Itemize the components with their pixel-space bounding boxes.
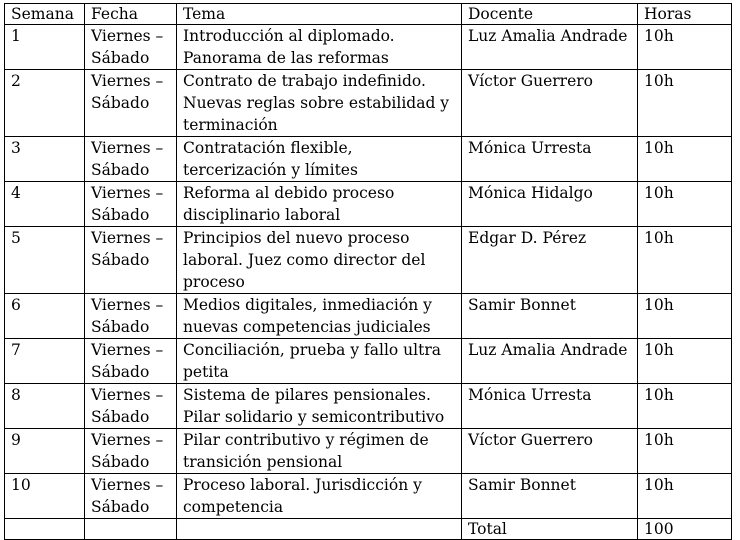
table-row (5, 339, 732, 384)
header-hours: Horas (638, 4, 732, 25)
cell-date-line: Viernes – (91, 72, 164, 90)
cell-teacher: Mónica Hidalgo (462, 182, 638, 227)
cell-date-line: Sábado (91, 94, 150, 112)
cell-topic (177, 429, 462, 474)
cell-topic-line: Pilar contributivo y régimen de (183, 431, 429, 449)
cell-topic-line: Introducción al diplomado. (183, 27, 395, 45)
cell-date-line: Sábado (91, 49, 150, 67)
cell-topic-line: disciplinario laboral (183, 206, 341, 224)
cell-topic-line: Sistema de pilares pensionales. (183, 386, 431, 404)
cell-date (85, 429, 177, 474)
table-row (5, 182, 732, 227)
cell-teacher: Víctor Guerrero (462, 429, 638, 474)
cell-teacher: Luz Amalia Andrade (462, 339, 638, 384)
cell-topic (177, 474, 462, 519)
cell-topic-line: Principios del nuevo proceso (183, 229, 410, 247)
cell-topic-line: Contrato de trabajo indefinido. (183, 72, 426, 90)
cell-week: 9 (5, 429, 85, 474)
cell-week: 6 (5, 294, 85, 339)
cell-hours: 10h (638, 339, 732, 384)
cell-week: 3 (5, 137, 85, 182)
table-row (5, 429, 732, 474)
cell-date-line: Sábado (91, 363, 150, 381)
cell-date-line: Sábado (91, 453, 150, 471)
table-row (5, 25, 732, 70)
cell-topic-line: Pilar solidario y semicontributivo (183, 408, 445, 426)
cell-date (85, 25, 177, 70)
cell-date-line: Sábado (91, 161, 150, 179)
cell-date (85, 70, 177, 137)
cell-week: 7 (5, 339, 85, 384)
table-row (5, 70, 732, 137)
cell-topic (177, 339, 462, 384)
cell-topic-line: Conciliación, prueba y fallo ultra (183, 341, 442, 359)
cell-date (85, 384, 177, 429)
cell-teacher: Samir Bonnet (462, 294, 638, 339)
cell-topic-line: transición pensional (183, 453, 343, 471)
cell-date-line: Viernes – (91, 27, 164, 45)
cell-date (85, 227, 177, 294)
cell-teacher: Mónica Urresta (462, 384, 638, 429)
cell-hours: 10h (638, 25, 732, 70)
cell-date (85, 339, 177, 384)
course-schedule-table (4, 3, 732, 540)
cell-topic-line: tercerización y límites (183, 161, 358, 179)
cell-topic (177, 384, 462, 429)
cell-topic-line: Nuevas reglas sobre estabilidad y (183, 94, 450, 112)
cell-date (85, 294, 177, 339)
cell-topic (177, 137, 462, 182)
cell-week: 1 (5, 25, 85, 70)
total-empty-week (5, 519, 85, 540)
cell-hours: 10h (638, 294, 732, 339)
cell-date (85, 474, 177, 519)
cell-week: 2 (5, 70, 85, 137)
total-label: Total (462, 519, 638, 540)
total-row (5, 519, 732, 540)
cell-topic-line: petita (183, 363, 229, 381)
table-row (5, 227, 732, 294)
cell-date-line: Sábado (91, 318, 150, 336)
cell-teacher: Víctor Guerrero (462, 70, 638, 137)
cell-date-line: Sábado (91, 206, 150, 224)
total-empty-date (85, 519, 177, 540)
cell-topic-line: terminación (183, 116, 278, 134)
cell-date-line: Viernes – (91, 431, 164, 449)
cell-topic (177, 70, 462, 137)
cell-week: 5 (5, 227, 85, 294)
cell-hours: 10h (638, 70, 732, 137)
cell-date-line: Viernes – (91, 476, 164, 494)
cell-topic (177, 182, 462, 227)
cell-week: 4 (5, 182, 85, 227)
cell-date-line: Viernes – (91, 229, 164, 247)
total-value: 100 (638, 519, 732, 540)
table-row (5, 474, 732, 519)
total-empty-topic (177, 519, 462, 540)
cell-topic-line: Reforma al debido proceso (183, 184, 395, 202)
cell-topic-line: laboral. Juez como director del (183, 251, 426, 269)
cell-topic-line: Contratación flexible, (183, 139, 353, 157)
table-row (5, 137, 732, 182)
cell-hours: 10h (638, 227, 732, 294)
cell-topic (177, 227, 462, 294)
cell-topic-line: Panorama de las reformas (183, 49, 389, 67)
cell-topic-line: Medios digitales, inmediación y (183, 296, 432, 314)
cell-date-line: Sábado (91, 498, 150, 516)
cell-date-line: Viernes – (91, 184, 164, 202)
cell-topic (177, 294, 462, 339)
cell-topic-line: competencia (183, 498, 284, 516)
cell-hours: 10h (638, 182, 732, 227)
schedule-body (5, 4, 732, 540)
cell-hours: 10h (638, 384, 732, 429)
cell-hours: 10h (638, 137, 732, 182)
cell-date-line: Sábado (91, 408, 150, 426)
cell-topic (177, 25, 462, 70)
table-row (5, 294, 732, 339)
cell-topic-line: Proceso laboral. Jurisdicción y (183, 476, 422, 494)
table-row (5, 384, 732, 429)
cell-week: 8 (5, 384, 85, 429)
cell-hours: 10h (638, 474, 732, 519)
cell-date-line: Sábado (91, 251, 150, 269)
header-row (5, 4, 732, 25)
cell-teacher: Samir Bonnet (462, 474, 638, 519)
header-teacher: Docente (462, 4, 638, 25)
cell-hours: 10h (638, 429, 732, 474)
header-topic: Tema (177, 4, 462, 25)
cell-date-line: Viernes – (91, 386, 164, 404)
cell-topic-line: proceso (183, 273, 245, 291)
cell-week: 10 (5, 474, 85, 519)
cell-teacher: Edgar D. Pérez (462, 227, 638, 294)
header-date: Fecha (85, 4, 177, 25)
cell-topic-line: nuevas competencias judiciales (183, 318, 431, 336)
cell-date-line: Viernes – (91, 139, 164, 157)
cell-teacher: Luz Amalia Andrade (462, 25, 638, 70)
cell-date-line: Viernes – (91, 296, 164, 314)
header-week: Semana (5, 4, 85, 25)
cell-date-line: Viernes – (91, 341, 164, 359)
cell-date (85, 137, 177, 182)
cell-date (85, 182, 177, 227)
cell-teacher: Mónica Urresta (462, 137, 638, 182)
